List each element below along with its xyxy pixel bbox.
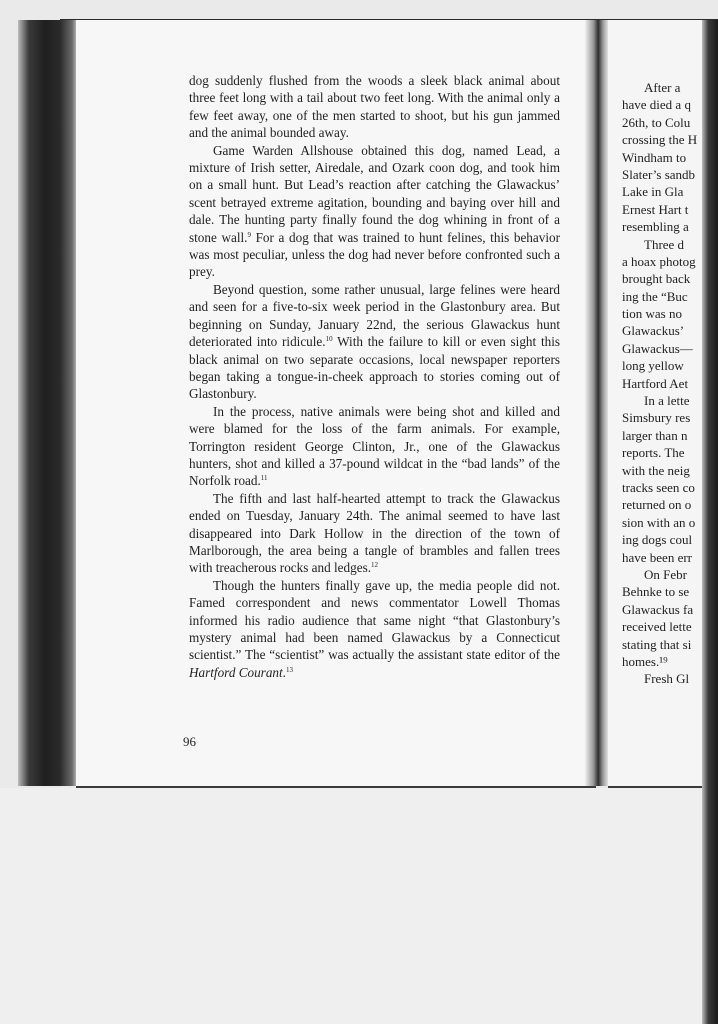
right-edge-shadow — [702, 20, 718, 1024]
right-page-line: reports. The — [622, 445, 685, 461]
footnote-marker: 13 — [285, 665, 293, 674]
right-page-line: Simsbury res — [622, 410, 691, 426]
right-page-line: resembling a — [622, 219, 689, 235]
scanner-background — [0, 788, 718, 1024]
right-page-line: tion was no — [622, 306, 682, 322]
right-page-line: sion with an o — [622, 514, 696, 530]
text-run: The fifth and last half-hearted attempt to track the Glawackus ended on Tuesday, January 24th. The animal seemed to have last disappeared into Dark Hollow in the direction of the town of Marlborough, the area being a tangle of brambles and fallen trees with treacherous rocks and ledges. — [189, 490, 560, 576]
right-page-line: Ernest Hart t — [622, 201, 689, 217]
right-page-line: have died a q — [622, 97, 691, 113]
text-run: Beyond question, some rather unusual, large felines were heard and seen for a five-to-six week period in the Glastonbury area. But beginning on Sunday, January 22nd, the serious Glawackus hunt deteriorated into ridicule. — [189, 281, 560, 350]
italic-title: Hartford Courant — [189, 664, 283, 680]
right-page-line: crossing the H — [622, 132, 698, 148]
right-page-line: Lake in Gla — [622, 184, 684, 200]
text-run: In the process, native animals were being shot and killed and were blamed for the loss of the farm animals. For example, Torrington resident George Clinton, Jr., one of the Glawackus hunters, shot and killed a 37-pound wildcat in the “bad lands” of the Norfolk road. — [189, 403, 560, 489]
right-page-line: Behnke to se — [622, 584, 690, 600]
paragraph — [189, 403, 560, 490]
right-page-line: In a lette — [644, 393, 690, 409]
right-page-line: a hoax photog — [622, 253, 696, 269]
paragraph — [189, 72, 560, 142]
right-page-line: After a — [644, 80, 681, 95]
right-page-line: Fresh Gl — [644, 671, 690, 687]
right-page-line: with the neig — [622, 462, 690, 478]
right-page-line: long yellow — [622, 358, 684, 374]
left-binding-shadow — [18, 20, 78, 786]
paragraph — [189, 490, 560, 577]
footnote-marker: 12 — [371, 561, 378, 570]
footnote-marker: 9 — [247, 230, 251, 239]
right-page-line: Windham to — [622, 149, 687, 165]
text-run: dog suddenly flushed from the woods a sleek black animal about three feet long with a tail about two feet long. With the animal only a few feet away, one of the men started to shoot, but his gun jammed and the animal bounded away. — [189, 73, 560, 141]
right-page-line: tracks seen co — [622, 479, 695, 495]
paragraph — [189, 142, 560, 281]
right-page-line: brought back — [622, 271, 691, 287]
right-page-line: Glawackus’ — [622, 323, 685, 339]
footnote-marker: 10 — [325, 335, 333, 344]
right-page-line: homes.¹⁹ — [622, 653, 668, 669]
right-page-line: received lette — [622, 619, 692, 635]
right-page-line: On Febr — [644, 566, 687, 582]
right-page-line: larger than n — [622, 427, 688, 443]
right-page-line: stating that si — [622, 636, 692, 652]
right-page-line: Glawackus fa — [622, 601, 694, 617]
right-page-line: returned on o — [622, 497, 692, 513]
paragraph — [189, 577, 560, 681]
text-run: Game Warden Allshouse obtained this dog, named Lead, a mixture of Irish setter, Airedale, and Ozark coon dog, and took him on a small hunt. But Lead’s reaction after catching the Glawackus’ scent betrayed extreme agitation, bounding and baying over hill and dale. The hunting party finally found the dog whining in front of a stone wall. — [189, 142, 560, 245]
right-page-line: ing the “Buc — [622, 288, 688, 304]
right-page-line: ing dogs coul — [622, 532, 693, 548]
page-number: 96 — [183, 734, 196, 749]
right-page-line: have been err — [622, 549, 693, 565]
text-run: . — [282, 664, 286, 680]
book-spine — [585, 20, 609, 786]
text-run: For a dog that was trained to hunt felines, this behavior was most peculiar, unless the dog had never before confronted such a prey. — [189, 229, 560, 280]
right-page-line: 26th, to Colu — [622, 114, 691, 130]
right-page-line: Three d — [644, 236, 685, 252]
text-run: With the failure to kill or even sight this black animal on two separate occasions, local newspaper reporters began taking a tongue-in-cheek approach to stories coming out of Glastonbury. — [189, 334, 560, 402]
text-run: Though the hunters finally gave up, the media people did not. Famed correspondent and news commentator Lowell Thomas informed his radio audience that same night “that Glastonbury’s mystery animal had been named Glawackus by a Connecticut scientist.” The “scientist” was actually the assistant state editor of the — [189, 577, 560, 663]
right-page-line: Slater’s sandb — [622, 166, 696, 182]
footnote-marker: 11 — [260, 474, 268, 483]
paragraph — [189, 281, 560, 403]
right-page-line: Hartford Aet — [622, 375, 689, 391]
left-page-body-text — [189, 72, 560, 681]
right-page-line: Glawackus— — [622, 340, 693, 356]
